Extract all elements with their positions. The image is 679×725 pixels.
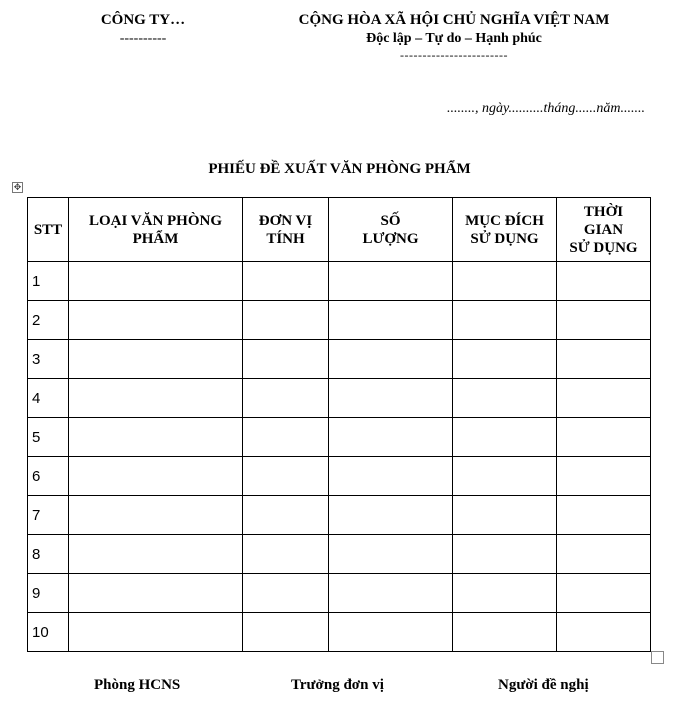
item-type-cell[interactable] [69,457,243,496]
row-number-cell[interactable]: 4 [28,379,69,418]
signature-requester: Người đề nghị [498,677,589,693]
usage-time-cell[interactable] [557,613,651,652]
company-block [98,10,188,48]
table-header-row [28,198,651,262]
header-stt[interactable] [28,198,69,262]
quantity-cell[interactable] [329,535,453,574]
quantity-cell[interactable] [329,457,453,496]
purpose-cell[interactable] [453,535,557,574]
purpose-cell[interactable] [453,613,557,652]
header-item-line1: LOẠI VĂN PHÒNG [88,212,223,229]
usage-time-cell[interactable] [557,574,651,613]
table-resize-handle-icon[interactable] [651,651,664,664]
header-qty-line2: LƯỢNG [362,230,419,247]
table-row [28,418,651,457]
purpose-cell[interactable] [453,340,557,379]
purpose-cell[interactable] [453,574,557,613]
purpose-cell[interactable] [453,418,557,457]
row-number-cell[interactable]: 3 [28,340,69,379]
table-row [28,535,651,574]
unit-cell[interactable] [243,340,329,379]
item-type-cell[interactable] [69,535,243,574]
header-time-line3: SỬ DỤNG [569,239,638,256]
usage-time-cell[interactable] [557,262,651,301]
header-unit-line2: TÍNH [266,230,305,247]
usage-time-cell[interactable] [557,418,651,457]
row-number-cell[interactable]: 6 [28,457,69,496]
nation-name: CỘNG HÒA XÃ HỘI CHỦ NGHĨA VIỆT NAM [298,12,610,28]
quantity-cell[interactable] [329,379,453,418]
table-row [28,457,651,496]
unit-cell[interactable] [243,574,329,613]
usage-time-cell[interactable] [557,379,651,418]
purpose-cell[interactable] [453,262,557,301]
unit-cell[interactable] [243,418,329,457]
row-number-cell[interactable]: 7 [28,496,69,535]
table-row [28,496,651,535]
table-row [28,262,651,301]
header-qty-line1: SỐ [380,212,401,229]
company-name: CÔNG TY… [100,12,186,28]
table-row [28,379,651,418]
usage-time-cell[interactable] [557,340,651,379]
header-purpose-line2: SỬ DỤNG [470,230,539,247]
signature-unit-head: Trưởng đơn vị [291,677,384,693]
item-type-cell[interactable] [69,574,243,613]
item-type-cell[interactable] [69,418,243,457]
row-number-cell[interactable]: 1 [28,262,69,301]
unit-cell[interactable] [243,262,329,301]
quantity-cell[interactable] [329,574,453,613]
purpose-cell[interactable] [453,457,557,496]
unit-cell[interactable] [243,496,329,535]
header-item-type[interactable] [69,198,243,262]
row-number-cell[interactable]: 2 [28,301,69,340]
motto-underline: ------------------------ [400,48,508,62]
usage-time-cell[interactable] [557,457,651,496]
purpose-cell[interactable] [453,496,557,535]
usage-time-cell[interactable] [557,535,651,574]
quantity-cell[interactable] [329,340,453,379]
header-stt-text: STT [33,221,63,238]
quantity-cell[interactable] [329,418,453,457]
row-number-cell[interactable]: 5 [28,418,69,457]
request-table [27,197,651,652]
header-unit[interactable] [243,198,329,262]
unit-cell[interactable] [243,379,329,418]
unit-cell[interactable] [243,457,329,496]
table-row [28,340,651,379]
unit-cell[interactable] [243,613,329,652]
header-item-line2: PHẨM [132,230,179,247]
company-underline: ---------- [119,31,167,46]
quantity-cell[interactable] [329,496,453,535]
item-type-cell[interactable] [69,340,243,379]
unit-cell[interactable] [243,535,329,574]
usage-time-cell[interactable] [557,301,651,340]
form-title: PHIẾU ĐỀ XUẤT VĂN PHÒNG PHẨM [208,161,471,177]
header-time-line1: THỜI [583,203,624,220]
row-number-cell[interactable]: 10 [28,613,69,652]
signature-hr: Phòng HCNS [94,677,181,693]
date-line: ........, ngày..........tháng......năm....... [447,101,645,116]
header-unit-line1: ĐƠN VỊ [258,212,313,229]
quantity-cell[interactable] [329,262,453,301]
header-purpose-line1: MỤC ĐÍCH [465,212,544,229]
quantity-cell[interactable] [329,301,453,340]
item-type-cell[interactable] [69,301,243,340]
item-type-cell[interactable] [69,379,243,418]
nation-motto: Độc lập – Tự do – Hạnh phúc [366,31,542,46]
text-cursor [650,344,651,362]
item-type-cell[interactable] [69,262,243,301]
header-quantity[interactable] [329,198,453,262]
item-type-cell[interactable] [69,613,243,652]
row-number-cell[interactable]: 9 [28,574,69,613]
row-number-cell[interactable]: 8 [28,535,69,574]
purpose-cell[interactable] [453,301,557,340]
usage-time-cell[interactable] [557,496,651,535]
header-purpose[interactable] [453,198,557,262]
table-row [28,574,651,613]
national-heading [270,10,638,62]
header-usage-time[interactable] [557,198,651,262]
header-time-line2: GIAN [583,221,624,238]
table-move-handle-icon[interactable]: ✥ [13,183,22,193]
purpose-cell[interactable] [453,379,557,418]
table-row [28,301,651,340]
table-row [28,613,651,652]
item-type-cell[interactable] [69,496,243,535]
quantity-cell[interactable] [329,613,453,652]
unit-cell[interactable] [243,301,329,340]
